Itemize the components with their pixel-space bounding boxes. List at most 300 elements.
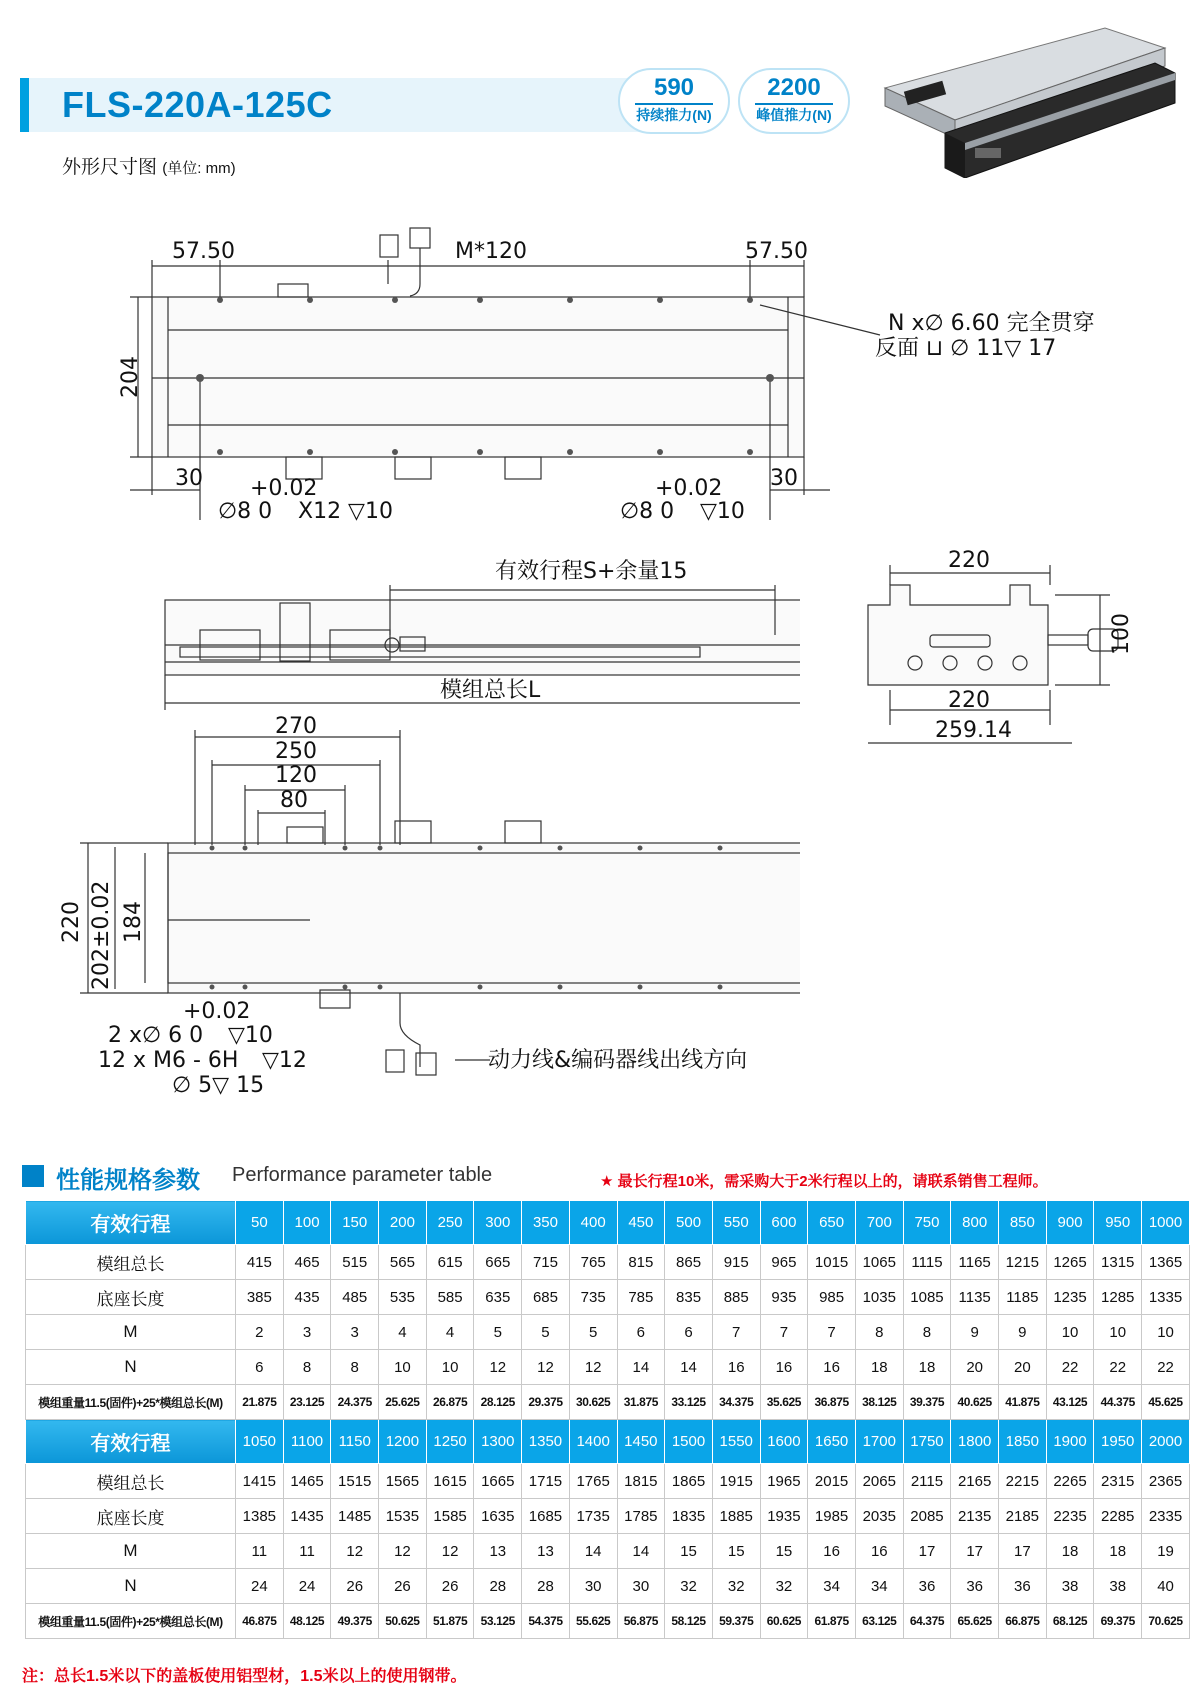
cable-direction-label: 动力线&编码器线出线方向 xyxy=(488,1048,748,1073)
table-row-stroke xyxy=(26,1420,1190,1464)
table-cell: 55.625 xyxy=(569,1604,617,1639)
table-cell: 415 xyxy=(236,1245,284,1280)
table-cell: 1585 xyxy=(426,1499,474,1534)
drawing-subtitle xyxy=(62,152,236,179)
title-accent xyxy=(20,78,29,132)
table-cell: 28 xyxy=(522,1569,570,1604)
table-cell: 26 xyxy=(331,1569,379,1604)
table-cell: 1000 xyxy=(1142,1201,1190,1245)
table-row-base xyxy=(26,1499,1190,1534)
dim-30-left-label: 30 xyxy=(175,466,203,491)
table-cell: 150 xyxy=(331,1201,379,1245)
table-cell: 50.625 xyxy=(379,1604,427,1639)
table-cell: 685 xyxy=(522,1280,570,1315)
table-cell: 1100 xyxy=(283,1420,331,1464)
table-cell: 535 xyxy=(379,1280,427,1315)
table-cell: 7 xyxy=(808,1315,856,1350)
table-cell: 250 xyxy=(426,1201,474,1245)
table-cell: 69.375 xyxy=(1094,1604,1142,1639)
table-cell: 650 xyxy=(808,1201,856,1245)
table-cell: 1715 xyxy=(522,1464,570,1499)
table-cell: 1385 xyxy=(236,1499,284,1534)
tol-right-label: +0.02 xyxy=(655,476,723,501)
table-cell: 18 xyxy=(1046,1534,1094,1569)
table-row-length xyxy=(26,1245,1190,1280)
table-cell: 31.875 xyxy=(617,1385,665,1420)
table-row-weight xyxy=(26,1604,1190,1639)
table-cell: 68.125 xyxy=(1046,1604,1094,1639)
table-cell: 2035 xyxy=(855,1499,903,1534)
table-cell: 1165 xyxy=(951,1245,999,1280)
table-cell: 100 xyxy=(283,1201,331,1245)
table-cell: 515 xyxy=(331,1245,379,1280)
table-cell: 33.125 xyxy=(665,1385,713,1420)
table-cell: 13 xyxy=(474,1534,522,1569)
table-cell: 1815 xyxy=(617,1464,665,1499)
table-cell: 32 xyxy=(712,1569,760,1604)
table-cell: 10 xyxy=(379,1350,427,1385)
table-cell: 34 xyxy=(808,1569,856,1604)
row-label-length: 模组总长 xyxy=(26,1245,236,1280)
table-cell: 10 xyxy=(1046,1315,1094,1350)
table-cell: 1135 xyxy=(951,1280,999,1315)
dim-120-label: 120 xyxy=(275,763,317,788)
table-cell: 785 xyxy=(617,1280,665,1315)
row-label-weight: 模组重量11.5(固件)+25*模组总长(M) xyxy=(26,1604,236,1639)
table-cell: 385 xyxy=(236,1280,284,1315)
table-cell: 1950 xyxy=(1094,1420,1142,1464)
table-cell: 9 xyxy=(951,1315,999,1350)
table-cell: 1465 xyxy=(283,1464,331,1499)
table-cell: 14 xyxy=(617,1534,665,1569)
table-cell: 765 xyxy=(569,1245,617,1280)
bottom-tol-label: +0.02 xyxy=(183,999,251,1024)
table-cell: 24 xyxy=(283,1569,331,1604)
table-cell: 2135 xyxy=(951,1499,999,1534)
table-cell: 44.375 xyxy=(1094,1385,1142,1420)
table-cell: 2235 xyxy=(1046,1499,1094,1534)
table-cell: 16 xyxy=(760,1350,808,1385)
table-cell: 30 xyxy=(617,1569,665,1604)
table-cell: 2265 xyxy=(1046,1464,1094,1499)
table-cell: 465 xyxy=(283,1245,331,1280)
table-cell: 5 xyxy=(569,1315,617,1350)
table-cell: 16 xyxy=(855,1534,903,1569)
table-cell: 1485 xyxy=(331,1499,379,1534)
table-cell: 50 xyxy=(236,1201,284,1245)
table-cell: 1265 xyxy=(1046,1245,1094,1280)
table-cell: 24.375 xyxy=(331,1385,379,1420)
dim-30-right-label: 30 xyxy=(770,466,798,491)
table-cell: 1400 xyxy=(569,1420,617,1464)
end-width-total-label: 259.14 xyxy=(935,718,1012,743)
hole-left-b-label: X12 ▽10 xyxy=(298,499,393,524)
hole-note-b-label: 反面 ⊔ ∅ 11▽ 17 xyxy=(875,336,1057,361)
table-cell: 1665 xyxy=(474,1464,522,1499)
table-cell: 59.375 xyxy=(712,1604,760,1639)
table-cell: 200 xyxy=(379,1201,427,1245)
table-cell: 48.125 xyxy=(283,1604,331,1639)
table-cell: 12 xyxy=(426,1534,474,1569)
table-cell: 24 xyxy=(236,1569,284,1604)
table-cell: 2335 xyxy=(1142,1499,1190,1534)
table-cell: 1865 xyxy=(665,1464,713,1499)
table-cell: 1850 xyxy=(999,1420,1047,1464)
table-cell: 49.375 xyxy=(331,1604,379,1639)
table-cell: 1315 xyxy=(1094,1245,1142,1280)
table-cell: 1800 xyxy=(951,1420,999,1464)
product-photo xyxy=(875,8,1185,178)
dim-80-label: 80 xyxy=(280,788,308,813)
hole-b2-label: ▽12 xyxy=(262,1048,307,1073)
table-cell: 10 xyxy=(1094,1315,1142,1350)
table-cell: 815 xyxy=(617,1245,665,1280)
table-cell: 850 xyxy=(999,1201,1047,1245)
table-cell: 1200 xyxy=(379,1420,427,1464)
table-cell: 7 xyxy=(712,1315,760,1350)
table-cell: 22 xyxy=(1046,1350,1094,1385)
table-cell: 950 xyxy=(1094,1201,1142,1245)
table-cell: 3 xyxy=(331,1315,379,1350)
table-cell: 1050 xyxy=(236,1420,284,1464)
table-cell: 11 xyxy=(283,1534,331,1569)
table-cell: 2115 xyxy=(903,1464,951,1499)
table-cell: 26.875 xyxy=(426,1385,474,1420)
performance-table xyxy=(25,1200,1190,1639)
table-cell: 54.375 xyxy=(522,1604,570,1639)
table-cell: 450 xyxy=(617,1201,665,1245)
table-cell: 26 xyxy=(426,1569,474,1604)
row-label-base: 底座长度 xyxy=(26,1280,236,1315)
table-cell: 1915 xyxy=(712,1464,760,1499)
table-cell: 1085 xyxy=(903,1280,951,1315)
table-cell: 865 xyxy=(665,1245,713,1280)
table-cell: 615 xyxy=(426,1245,474,1280)
table-cell: 500 xyxy=(665,1201,713,1245)
table-cell: 4 xyxy=(426,1315,474,1350)
table-cell: 65.625 xyxy=(951,1604,999,1639)
table-cell: 15 xyxy=(712,1534,760,1569)
table-cell: 1615 xyxy=(426,1464,474,1499)
table-cell: 435 xyxy=(283,1280,331,1315)
continuous-force-value: 590 xyxy=(653,74,695,101)
table-cell: 1885 xyxy=(712,1499,760,1534)
table-cell: 30 xyxy=(569,1569,617,1604)
table-cell: 38 xyxy=(1046,1569,1094,1604)
table-cell: 30.625 xyxy=(569,1385,617,1420)
table-cell: 635 xyxy=(474,1280,522,1315)
row-label-stroke: 有效行程 xyxy=(26,1420,236,1464)
table-cell: 45.625 xyxy=(1142,1385,1190,1420)
row-label-m: M xyxy=(26,1315,236,1350)
table-cell: 38.125 xyxy=(855,1385,903,1420)
table-cell: 14 xyxy=(617,1350,665,1385)
drawing-subtitle-text: 外形尺寸图 xyxy=(62,157,158,178)
table-cell: 22 xyxy=(1094,1350,1142,1385)
table-cell: 2065 xyxy=(855,1464,903,1499)
table-cell: 665 xyxy=(474,1245,522,1280)
table-cell: 12 xyxy=(379,1534,427,1569)
table-cell: 16 xyxy=(712,1350,760,1385)
table-row-weight xyxy=(26,1385,1190,1420)
table-cell: 2365 xyxy=(1142,1464,1190,1499)
row-label-weight: 模组重量11.5(固件)+25*模组总长(M) xyxy=(26,1385,236,1420)
table-cell: 19 xyxy=(1142,1534,1190,1569)
table-cell: 61.875 xyxy=(808,1604,856,1639)
table-cell: 2285 xyxy=(1094,1499,1142,1534)
footer-note: 注：总长1.5米以下的盖板使用铝型材，1.5米以上的使用钢带。 xyxy=(22,1668,467,1685)
table-cell: 6 xyxy=(617,1315,665,1350)
table-cell: 600 xyxy=(760,1201,808,1245)
table-cell: 8 xyxy=(283,1350,331,1385)
table-cell: 485 xyxy=(331,1280,379,1315)
table-cell: 1415 xyxy=(236,1464,284,1499)
table-cell: 2165 xyxy=(951,1464,999,1499)
table-cell: 1650 xyxy=(808,1420,856,1464)
table-cell: 800 xyxy=(951,1201,999,1245)
table-cell: 1450 xyxy=(617,1420,665,1464)
table-cell: 12 xyxy=(474,1350,522,1385)
table-cell: 38 xyxy=(1094,1569,1142,1604)
table-cell: 53.125 xyxy=(474,1604,522,1639)
table-cell: 43.125 xyxy=(1046,1385,1094,1420)
table-cell: 10 xyxy=(1142,1315,1190,1350)
table-cell: 400 xyxy=(569,1201,617,1245)
table-cell: 8 xyxy=(331,1350,379,1385)
dim-h220-label: 220 xyxy=(59,901,84,943)
table-cell: 32 xyxy=(665,1569,713,1604)
total-length-label: 模组总长L xyxy=(440,678,541,703)
table-cell: 28.125 xyxy=(474,1385,522,1420)
table-row-length xyxy=(26,1464,1190,1499)
table-cell: 7 xyxy=(760,1315,808,1350)
table-cell: 1550 xyxy=(712,1420,760,1464)
dim-270-label: 270 xyxy=(275,715,317,739)
continuous-force-label: 持续推力(N) xyxy=(635,103,713,125)
table-cell: 2 xyxy=(236,1315,284,1350)
table-cell: 1185 xyxy=(999,1280,1047,1315)
table-cell: 20 xyxy=(951,1350,999,1385)
row-label-base: 底座长度 xyxy=(26,1499,236,1534)
stroke-dim-label: 有效行程S+余量15 xyxy=(495,559,688,584)
table-cell: 9 xyxy=(999,1315,1047,1350)
peak-force-badge xyxy=(738,68,850,134)
table-cell: 23.125 xyxy=(283,1385,331,1420)
row-label-stroke: 有效行程 xyxy=(26,1201,236,1245)
hole-note-a-label: N x∅ 6.60 完全贯穿 xyxy=(888,311,1095,336)
table-cell: 1035 xyxy=(855,1280,903,1315)
dim-h184-label: 184 xyxy=(121,901,146,943)
top-view-drawing xyxy=(0,200,1200,530)
table-cell: 18 xyxy=(855,1350,903,1385)
table-cell: 1635 xyxy=(474,1499,522,1534)
table-cell: 885 xyxy=(712,1280,760,1315)
side-view-drawing xyxy=(0,545,800,710)
table-cell: 1515 xyxy=(331,1464,379,1499)
dim-left-label: 57.50 xyxy=(172,239,235,264)
table-cell: 66.875 xyxy=(999,1604,1047,1639)
hole-a2-label: ▽10 xyxy=(228,1023,273,1048)
table-cell: 2000 xyxy=(1142,1420,1190,1464)
table-cell: 17 xyxy=(951,1534,999,1569)
table-cell: 40 xyxy=(1142,1569,1190,1604)
table-cell: 750 xyxy=(903,1201,951,1245)
dim-mid-label: M*120 xyxy=(455,239,527,264)
table-row-stroke xyxy=(26,1201,1190,1245)
end-height-label: 100 xyxy=(1109,613,1134,655)
table-cell: 1700 xyxy=(855,1420,903,1464)
table-cell: 1300 xyxy=(474,1420,522,1464)
table-cell: 63.125 xyxy=(855,1604,903,1639)
table-cell: 1350 xyxy=(522,1420,570,1464)
row-label-m: M xyxy=(26,1534,236,1569)
hole-right-b-label: ▽10 xyxy=(700,499,745,524)
table-cell: 1065 xyxy=(855,1245,903,1280)
row-label-n: N xyxy=(26,1350,236,1385)
table-cell: 1900 xyxy=(1046,1420,1094,1464)
table-cell: 16 xyxy=(808,1350,856,1385)
table-cell: 1985 xyxy=(808,1499,856,1534)
bottom-view-drawing xyxy=(0,715,800,1095)
end-view-drawing xyxy=(860,545,1180,745)
table-cell: 2185 xyxy=(999,1499,1047,1534)
table-cell: 18 xyxy=(1094,1534,1142,1569)
table-row-n xyxy=(26,1569,1190,1604)
table-cell: 715 xyxy=(522,1245,570,1280)
table-cell: 18 xyxy=(903,1350,951,1385)
table-cell: 28 xyxy=(474,1569,522,1604)
end-width-bottom-label: 220 xyxy=(948,688,990,713)
table-cell: 12 xyxy=(522,1350,570,1385)
table-cell: 1285 xyxy=(1094,1280,1142,1315)
table-cell: 300 xyxy=(474,1201,522,1245)
table-cell: 1500 xyxy=(665,1420,713,1464)
dim-h202-label: 202±0.02 xyxy=(89,880,114,990)
row-label-length: 模组总长 xyxy=(26,1464,236,1499)
table-cell: 585 xyxy=(426,1280,474,1315)
dim-height-label: 204 xyxy=(118,356,143,398)
table-cell: 64.375 xyxy=(903,1604,951,1639)
table-cell: 41.875 xyxy=(999,1385,1047,1420)
table-cell: 2015 xyxy=(808,1464,856,1499)
table-cell: 5 xyxy=(474,1315,522,1350)
table-cell: 46.875 xyxy=(236,1604,284,1639)
table-cell: 1335 xyxy=(1142,1280,1190,1315)
table-cell: 39.375 xyxy=(903,1385,951,1420)
table-cell: 900 xyxy=(1046,1201,1094,1245)
table-cell: 1015 xyxy=(808,1245,856,1280)
table-cell: 735 xyxy=(569,1280,617,1315)
table-cell: 26 xyxy=(379,1569,427,1604)
section-subtitle: Performance parameter table xyxy=(232,1164,493,1186)
table-cell: 985 xyxy=(808,1280,856,1315)
hole-left-a-label: ∅8 0 xyxy=(218,499,273,524)
table-cell: 70.625 xyxy=(1142,1604,1190,1639)
table-cell: 36 xyxy=(951,1569,999,1604)
table-cell: 3 xyxy=(283,1315,331,1350)
table-cell: 1250 xyxy=(426,1420,474,1464)
peak-force-label: 峰值推力(N) xyxy=(755,103,833,125)
table-cell: 1835 xyxy=(665,1499,713,1534)
table-cell: 60.625 xyxy=(760,1604,808,1639)
section-note: ★ 最长行程10米，需采购大于2米行程以上的，请联系销售工程师。 xyxy=(600,1173,1048,1190)
table-cell: 1565 xyxy=(379,1464,427,1499)
table-row-n xyxy=(26,1350,1190,1385)
table-cell: 20 xyxy=(999,1350,1047,1385)
table-cell: 1150 xyxy=(331,1420,379,1464)
table-cell: 6 xyxy=(236,1350,284,1385)
table-cell: 1765 xyxy=(569,1464,617,1499)
table-cell: 51.875 xyxy=(426,1604,474,1639)
table-cell: 36.875 xyxy=(808,1385,856,1420)
table-row-m xyxy=(26,1315,1190,1350)
table-cell: 15 xyxy=(760,1534,808,1569)
hole-b1-label: 12 x M6 - 6H xyxy=(98,1048,239,1073)
table-cell: 2315 xyxy=(1094,1464,1142,1499)
table-cell: 10 xyxy=(426,1350,474,1385)
table-cell: 12 xyxy=(331,1534,379,1569)
table-cell: 15 xyxy=(665,1534,713,1569)
model-title: FLS-220A-125C xyxy=(62,84,333,125)
table-cell: 22 xyxy=(1142,1350,1190,1385)
section-marker xyxy=(22,1165,44,1187)
table-cell: 2085 xyxy=(903,1499,951,1534)
table-cell: 5 xyxy=(522,1315,570,1350)
table-cell: 14 xyxy=(569,1534,617,1569)
table-cell: 550 xyxy=(712,1201,760,1245)
table-cell: 1215 xyxy=(999,1245,1047,1280)
hole-a1-label: 2 x∅ 6 0 xyxy=(108,1023,204,1048)
table-cell: 8 xyxy=(903,1315,951,1350)
table-cell: 350 xyxy=(522,1201,570,1245)
drawing-unit: (单位: mm) xyxy=(162,160,236,177)
table-cell: 1750 xyxy=(903,1420,951,1464)
tol-left-label: +0.02 xyxy=(250,476,318,501)
table-cell: 11 xyxy=(236,1534,284,1569)
table-cell: 1365 xyxy=(1142,1245,1190,1280)
table-cell: 40.625 xyxy=(951,1385,999,1420)
table-row-m xyxy=(26,1534,1190,1569)
table-cell: 6 xyxy=(665,1315,713,1350)
dim-right-label: 57.50 xyxy=(745,239,808,264)
table-cell: 565 xyxy=(379,1245,427,1280)
table-cell: 14 xyxy=(665,1350,713,1385)
table-row-base xyxy=(26,1280,1190,1315)
table-cell: 25.625 xyxy=(379,1385,427,1420)
table-cell: 915 xyxy=(712,1245,760,1280)
table-cell: 1235 xyxy=(1046,1280,1094,1315)
table-cell: 1115 xyxy=(903,1245,951,1280)
table-cell: 12 xyxy=(569,1350,617,1385)
table-cell: 1435 xyxy=(283,1499,331,1534)
table-cell: 21.875 xyxy=(236,1385,284,1420)
table-cell: 8 xyxy=(855,1315,903,1350)
table-cell: 34 xyxy=(855,1569,903,1604)
table-cell: 1735 xyxy=(569,1499,617,1534)
table-cell: 2215 xyxy=(999,1464,1047,1499)
table-cell: 29.375 xyxy=(522,1385,570,1420)
table-cell: 17 xyxy=(999,1534,1047,1569)
table-cell: 36 xyxy=(903,1569,951,1604)
table-cell: 1685 xyxy=(522,1499,570,1534)
table-cell: 34.375 xyxy=(712,1385,760,1420)
table-cell: 4 xyxy=(379,1315,427,1350)
continuous-force-badge xyxy=(618,68,730,134)
table-cell: 1965 xyxy=(760,1464,808,1499)
table-cell: 36 xyxy=(999,1569,1047,1604)
dim-250-label: 250 xyxy=(275,739,317,764)
table-cell: 17 xyxy=(903,1534,951,1569)
